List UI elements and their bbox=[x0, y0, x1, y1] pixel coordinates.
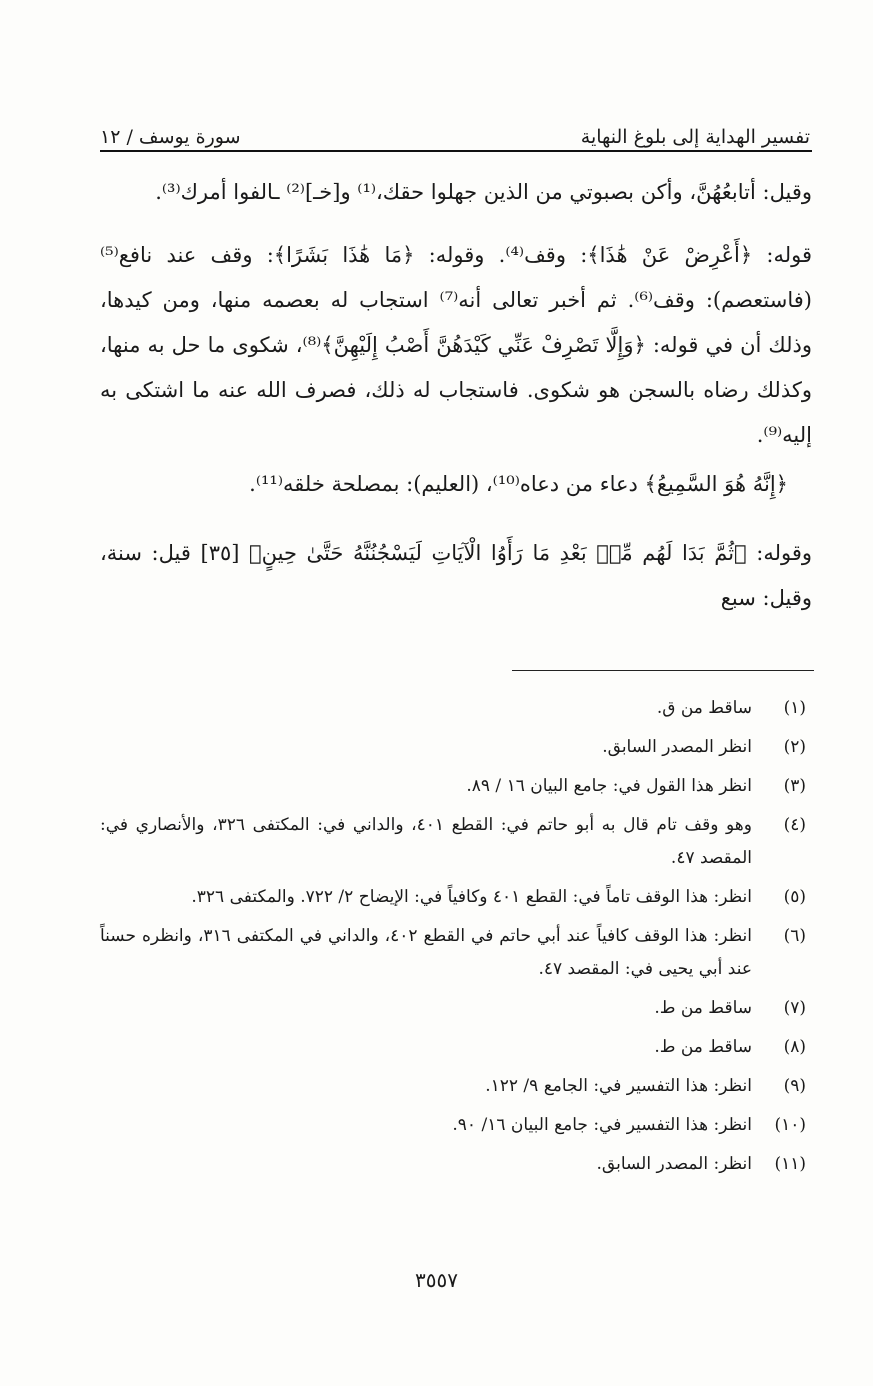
footnote-text: انظر: هذا التفسير في: الجامع ٩/ ١٢٢. bbox=[485, 1076, 752, 1096]
running-header bbox=[100, 112, 810, 148]
footnote-9 bbox=[100, 1070, 814, 1103]
paragraph-2: قوله: ﴿أَعْرِضْ عَنْ هَٰذَا﴾: وقف⁽⁴⁾. وقوله: ﴿مَا هَٰذَا بَشَرًا﴾: وقف عند نافع⁽⁵⁾ (فاستعصم): وقف⁽⁶⁾. ثم أخبر تعالى أنه⁽⁷⁾ استجاب له بعصمه منها، ومن كيدها، وذلك أن في قوله: ﴿وَإِلَّا تَصْرِفْ عَنِّي كَيْدَهُنَّ أَصْبُ إِلَيْهِنَّ﴾⁽⁸⁾، شكوى ما حل به منها، وكذلك رضاه بالسجن هو شكوى. فاستجاب له ذلك، فصرف الله عنه ما اشتكى به إليه⁽⁹⁾. bbox=[100, 243, 812, 447]
footnote-text: انظر المصدر السابق. bbox=[602, 737, 752, 757]
footnote-number: (٣) bbox=[783, 776, 806, 796]
paragraph-3: ﴿إِنَّهُ هُوَ السَّمِيعُ﴾ دعاء من دعاه⁽¹⁰⁾، (العليم): بمصلحة خلقه⁽¹¹⁾. bbox=[249, 472, 788, 496]
book-title: تفسير الهداية إلى بلوغ النهاية bbox=[580, 126, 810, 148]
footnote-number: (١) bbox=[783, 698, 806, 718]
footnote-number: (٥) bbox=[783, 887, 806, 907]
footnote-number: (٩) bbox=[783, 1076, 806, 1096]
footnote-text: انظر: هذا التفسير في: جامع البيان ١٦/ ٩٠. bbox=[452, 1115, 752, 1135]
footnote-1 bbox=[100, 692, 814, 725]
footnote-text: انظر: هذا الوقف كافياً عند أبي حاتم في القطع ٤٠٢، والداني في المكتفى ٣١٦، وانظره حسناً عند أبي يحيى في: المقصد ٤٧. bbox=[100, 926, 753, 979]
page-number: ٣٥٥٧ bbox=[415, 1268, 458, 1292]
footnote-number: (١١) bbox=[774, 1154, 806, 1174]
footnote-number: (٤) bbox=[783, 815, 806, 835]
footnote-8 bbox=[100, 1031, 814, 1064]
footnote-text: انظر: المصدر السابق. bbox=[596, 1154, 752, 1174]
footnote-text: ساقط من ق. bbox=[656, 698, 752, 718]
paragraph-4: وقوله: ﴿ثُمَّ بَدَا لَهُم مِّنۢ بَعْدِ مَا رَأَوُا الْآيَاتِ لَيَسْجُنُنَّهُ حَتَّىٰ حِينٍ﴾ [٣٥] قيل: سنة، وقيل: سبع bbox=[100, 541, 813, 610]
footnote-text: انظر هذا القول في: جامع البيان ١٦ / ٨٩. bbox=[466, 776, 752, 796]
footnote-7 bbox=[100, 992, 814, 1025]
footnote-5 bbox=[100, 881, 814, 914]
footnote-10 bbox=[100, 1109, 814, 1142]
footnote-number: (٧) bbox=[783, 998, 806, 1018]
footnote-2 bbox=[100, 731, 814, 764]
footnote-number: (٨) bbox=[783, 1037, 806, 1057]
footnote-number: (١٠) bbox=[774, 1115, 806, 1135]
surah-label: سورة يوسف / ١٢ bbox=[100, 126, 241, 148]
footnote-11 bbox=[100, 1148, 814, 1181]
footnote-text: وهو وقف تام قال به أبو حاتم في: القطع ٤٠١، والداني في: المكتفى ٣٢٦، والأنصاري في: المقصد ٤٧. bbox=[100, 815, 752, 868]
footnote-6 bbox=[100, 920, 814, 986]
footnote-number: (٢) bbox=[783, 737, 806, 757]
footnote-text: ساقط من ط. bbox=[654, 1037, 752, 1057]
footnote-number: (٦) bbox=[783, 926, 806, 946]
header-rule bbox=[100, 150, 812, 152]
main-text bbox=[100, 170, 812, 621]
paragraph-1: وقيل: أتابعُهُنَّ، وأكن بصبوتي من الذين جهلوا حقك،⁽¹⁾ و[خـ]⁽²⁾ ـالفوا أمرك⁽³⁾. bbox=[155, 180, 812, 204]
footnote-text: ساقط من ط. bbox=[654, 998, 752, 1018]
footnote-4 bbox=[100, 809, 814, 875]
footnotes bbox=[100, 692, 814, 1187]
footnote-3 bbox=[100, 770, 814, 803]
footnote-rule bbox=[512, 670, 814, 671]
footnote-text: انظر: هذا الوقف تاماً في: القطع ٤٠١ وكافياً في: الإيضاح ٢/ ٧٢٢. والمكتفى ٣٢٦. bbox=[191, 887, 752, 907]
